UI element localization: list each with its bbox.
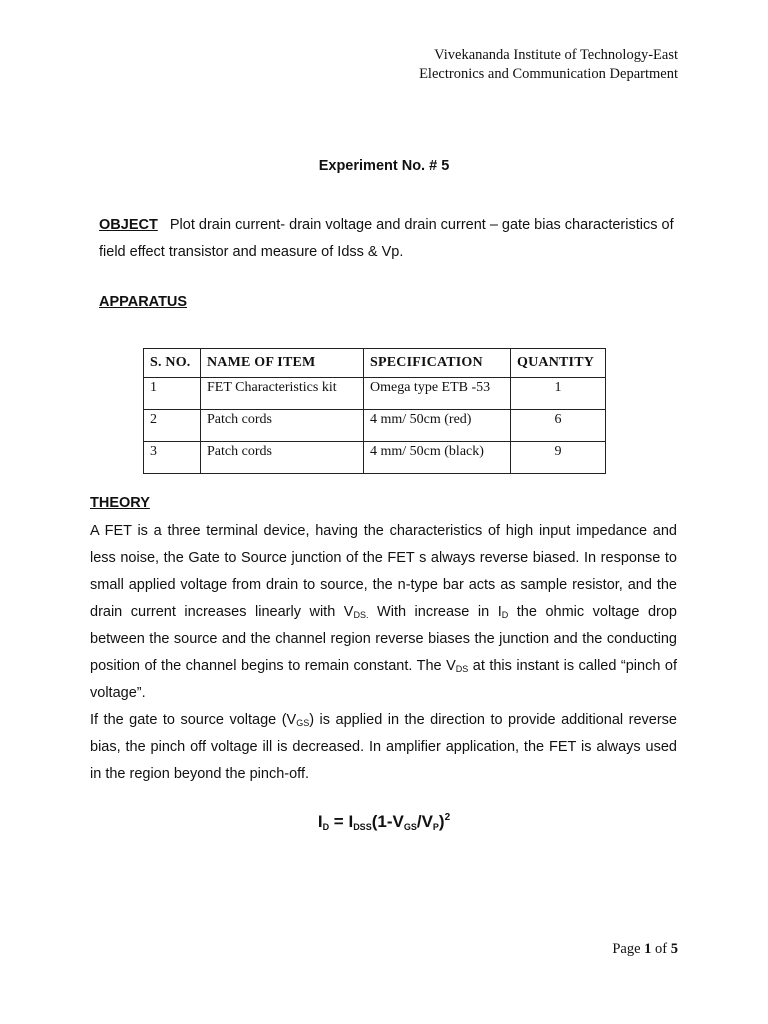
column-header-specification: SPECIFICATION [364,349,511,378]
cell-item: FET Characteristics kit [201,378,364,410]
theory-text: With increase in I [368,604,502,620]
subscript: DS. [353,610,369,620]
theory-text: at this instant is called “pinch of voltage”. [90,658,677,701]
theory-body [90,518,677,788]
theory-text: A FET is a three terminal device, having the characteristics of high input impedance and less noise, the Gate to Source junction of the FET s always reverse biased. In response to small applied voltage from drain to source, the n-type bar acts as sample resistor, and the drain current increases linearly with V [90,523,677,620]
object-text: Plot drain current- drain voltage and drain current – gate bias characteristics of field effect transistor and measure of Idss & Vp. [99,217,674,260]
cell-specification: 4 mm/ 50cm (red) [364,410,511,442]
formula-superscript: 2 [444,812,451,823]
subscript: DS [455,664,469,674]
formula-subscript: D [322,822,330,832]
institute-name: Vivekananda Institute of Technology-East [434,47,678,63]
cell-sno: 2 [144,410,201,442]
cell-sno: 1 [144,378,201,410]
theory-text: the ohmic voltage drop between the source and the channel region reverse biases the junction and the conducting position of the channel begins to remain constant. The V [90,604,677,674]
subscript: GS [296,718,310,728]
apparatus-heading: APPARATUS [99,294,188,310]
theory-text: ) is applied in the direction to provide additional reverse bias, the pinch off voltage ill is decreased. In amplifier application, the FET is always used in the region beyond the pinch-off. [90,712,677,782]
total-pages: 5 [670,941,678,957]
cell-quantity: 6 [511,410,606,442]
object-section [99,212,679,266]
column-header-quantity: QUANTITY [511,349,606,378]
column-header-item: NAME OF ITEM [201,349,364,378]
cell-item: Patch cords [201,410,364,442]
column-header-sno: S. NO. [144,349,201,378]
theory-heading: THEORY [90,495,150,511]
object-label: OBJECT [99,217,158,233]
apparatus-table [143,348,606,474]
page-number [612,941,678,958]
cell-sno: 3 [144,442,201,474]
theory-text: If the gate to source voltage (V [90,712,297,728]
page-label: Page [612,941,645,957]
cell-specification: 4 mm/ 50cm (black) [364,442,511,474]
formula-subscript: P [432,822,439,832]
page-of-label: of [651,941,671,957]
cell-item: Patch cords [201,442,364,474]
department-name: Electronics and Communication Department [419,66,678,82]
formula-text: I [317,812,323,831]
formula-text: (1-V [371,812,404,831]
formula-subscript: GS [403,822,417,832]
theory-paragraph [90,707,677,788]
subscript: D [501,610,509,620]
formula-text: = I [329,812,354,831]
table-row [144,410,606,442]
document-header [419,46,678,84]
table-row [144,442,606,474]
theory-paragraph [90,518,677,707]
cell-specification: Omega type ETB -53 [364,378,511,410]
drain-current-formula [0,812,768,832]
table-row [144,378,606,410]
table-header-row [144,349,606,378]
cell-quantity: 9 [511,442,606,474]
current-page: 1 [644,941,652,957]
experiment-title: Experiment No. # 5 [318,158,450,174]
formula-subscript: DSS [353,822,372,832]
formula-text: /V [416,812,433,831]
cell-quantity: 1 [511,378,606,410]
formula-text: ) [438,812,445,831]
